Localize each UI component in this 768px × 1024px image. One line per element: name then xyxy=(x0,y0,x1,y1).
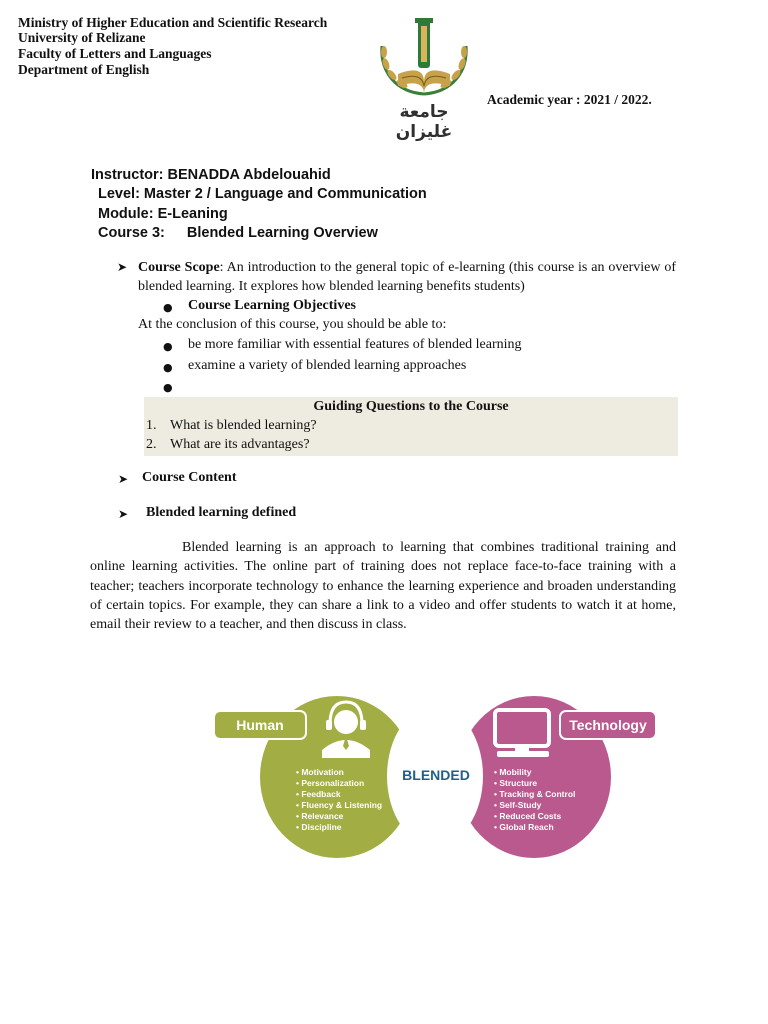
human-item: • Fluency & Listening xyxy=(296,800,383,810)
module-line: Module: E-Leaning xyxy=(98,206,228,222)
question-number: 2. xyxy=(146,437,157,452)
question-number: 1. xyxy=(146,418,157,433)
objective-item: examine a variety of blended learning approaches xyxy=(188,358,467,373)
university-line: University of Relizane xyxy=(18,30,146,45)
human-item: • Personalization xyxy=(296,778,365,788)
objectives-intro: At the conclusion of this course, you should be able to: xyxy=(138,317,447,332)
technology-item: • Structure xyxy=(494,778,538,788)
course-line xyxy=(98,225,378,241)
course-scope xyxy=(138,258,676,296)
blended-label: BLENDED xyxy=(402,767,470,783)
objectives-heading: Course Learning Objectives xyxy=(188,298,356,313)
bullet-icon: ● xyxy=(163,381,173,394)
objective-item: be more familiar with essential features of blended learning xyxy=(188,337,522,352)
blended-learning-diagram xyxy=(212,692,660,860)
academic-year: Academic year : 2021 / 2022. xyxy=(487,92,652,107)
definition-paragraph: Blended learning is an approach to learning that combines traditional training and online learning activities. The online part of training does not replace face-to-face training with a teacher; teachers incorporate technology to enhance the learning experience and broaden understanding of certain topics. For example, they can share a link to a video and offer students to watch it at home, email their review to a teacher, and then discuss in class. xyxy=(90,540,676,633)
question-item: What are its advantages? xyxy=(170,437,310,452)
human-item: • Relevance xyxy=(296,811,344,821)
venn-diagram xyxy=(212,692,660,860)
course-scope-label: Course Scope xyxy=(138,260,220,275)
logo-arabic-text: جامعة غليزان xyxy=(395,102,453,142)
human-item: • Discipline xyxy=(296,822,342,832)
human-tag: Human xyxy=(236,717,284,733)
level-line: Level: Master 2 / Language and Communication xyxy=(98,186,427,202)
arrow-bullet-icon: ➤ xyxy=(118,507,129,521)
bullet-icon: ● xyxy=(163,361,173,374)
course-content-heading: Course Content xyxy=(142,470,237,485)
technology-item: • Mobility xyxy=(494,767,532,777)
technology-item: • Tracking & Control xyxy=(494,789,576,799)
instructor-line: Instructor: BENADDA Abdelouahid xyxy=(91,167,331,183)
faculty-line: Faculty of Letters and Languages xyxy=(18,46,212,61)
arrow-bullet-icon: ➤ xyxy=(117,260,128,274)
course-label: Course 3: xyxy=(98,225,165,241)
question-item: What is blended learning? xyxy=(170,418,317,433)
ministry-line: Ministry of Higher Education and Scientific Research xyxy=(18,15,328,30)
bullet-icon: ● xyxy=(163,340,173,353)
department-line: Department of English xyxy=(18,62,150,77)
technology-tag: Technology xyxy=(569,717,647,733)
bullet-icon: ● xyxy=(163,301,173,314)
technology-item: • Reduced Costs xyxy=(494,811,562,821)
course-scope-text: : An introduction to the general topic of e-learning (this course is an overview of blended learning. It explores how blended learning benefits students) xyxy=(138,260,676,294)
human-item: • Feedback xyxy=(296,789,341,799)
technology-item: • Global Reach xyxy=(494,822,554,832)
blended-defined-heading: Blended learning defined xyxy=(146,505,297,520)
human-item: • Motivation xyxy=(296,767,344,777)
technology-item: • Self-Study xyxy=(494,800,542,810)
course-title: Blended Learning Overview xyxy=(186,225,378,241)
guiding-questions-box xyxy=(144,397,678,456)
guiding-questions-title: Guiding Questions to the Course xyxy=(313,399,509,414)
arrow-bullet-icon: ➤ xyxy=(118,472,129,486)
university-logo xyxy=(372,12,476,142)
